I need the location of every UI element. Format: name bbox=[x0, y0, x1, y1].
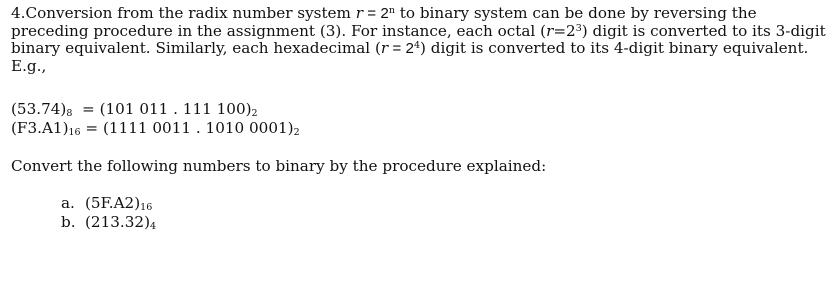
line2-text-a: preceding procedure in the assignment (3). For instance, each octal ( bbox=[11, 21, 547, 40]
example-hex-lhs: (F3.A1) bbox=[11, 119, 69, 137]
example-octal-rhs: = (101 011 . 111 100) bbox=[72, 100, 252, 118]
line2-text-c: ) digit is converted to its 3-digit bbox=[581, 21, 826, 40]
example-hex-rhs: = (1111 0011 . 1010 0001) bbox=[80, 119, 294, 137]
line1-text-c: to binary system can be done by reversing the bbox=[394, 4, 757, 22]
task-a-marker: a. bbox=[61, 194, 75, 212]
paragraph-line-2 bbox=[11, 21, 826, 41]
task-b-marker: b. bbox=[61, 213, 76, 231]
exponent-4: 4 bbox=[413, 40, 420, 52]
task-item-b bbox=[61, 213, 156, 231]
hex-radix-variable: r bbox=[380, 39, 389, 58]
task-item-a bbox=[61, 194, 152, 212]
paragraph-line-3 bbox=[11, 39, 809, 58]
paragraph-line-4: E.g., bbox=[11, 56, 47, 75]
example-octal bbox=[11, 100, 258, 118]
example-hex-lhs-base: 16 bbox=[68, 127, 81, 138]
example-octal-lhs-base: 8 bbox=[66, 108, 73, 119]
line1-text-a: Conversion from the radix number system bbox=[25, 4, 356, 22]
example-hex-rhs-base: 2 bbox=[293, 127, 300, 138]
example-octal-lhs: (53.74) bbox=[11, 100, 67, 118]
line3-text-a: binary equivalent. Similarly, each hexadecimal ( bbox=[11, 39, 381, 58]
exponent-3: 3 bbox=[575, 22, 582, 34]
task-a-base: 16 bbox=[140, 202, 153, 213]
exponent-n: n bbox=[388, 5, 395, 16]
example-octal-rhs-base: 2 bbox=[251, 108, 258, 119]
problem-paragraph bbox=[11, 4, 826, 75]
task-b-base: 4 bbox=[150, 221, 157, 232]
task-b-value: (213.32) bbox=[85, 213, 150, 231]
instruction-text: Convert the following numbers to binary by the procedure explained: bbox=[11, 157, 547, 175]
octal-radix-variable: r bbox=[546, 21, 554, 40]
line3-text-c: ) digit is converted to its 4-digit binary equivalent. bbox=[419, 39, 809, 58]
task-a-value: (5F.A2) bbox=[85, 194, 141, 212]
line2-text-b: =2 bbox=[553, 21, 576, 40]
paragraph-line-1 bbox=[11, 4, 757, 23]
problem-number: 4. bbox=[11, 4, 26, 22]
line3-text-b: = 2 bbox=[388, 40, 414, 58]
line1-text-b: = 2 bbox=[363, 5, 389, 22]
example-hex bbox=[11, 119, 300, 137]
radix-variable: r bbox=[355, 4, 364, 22]
